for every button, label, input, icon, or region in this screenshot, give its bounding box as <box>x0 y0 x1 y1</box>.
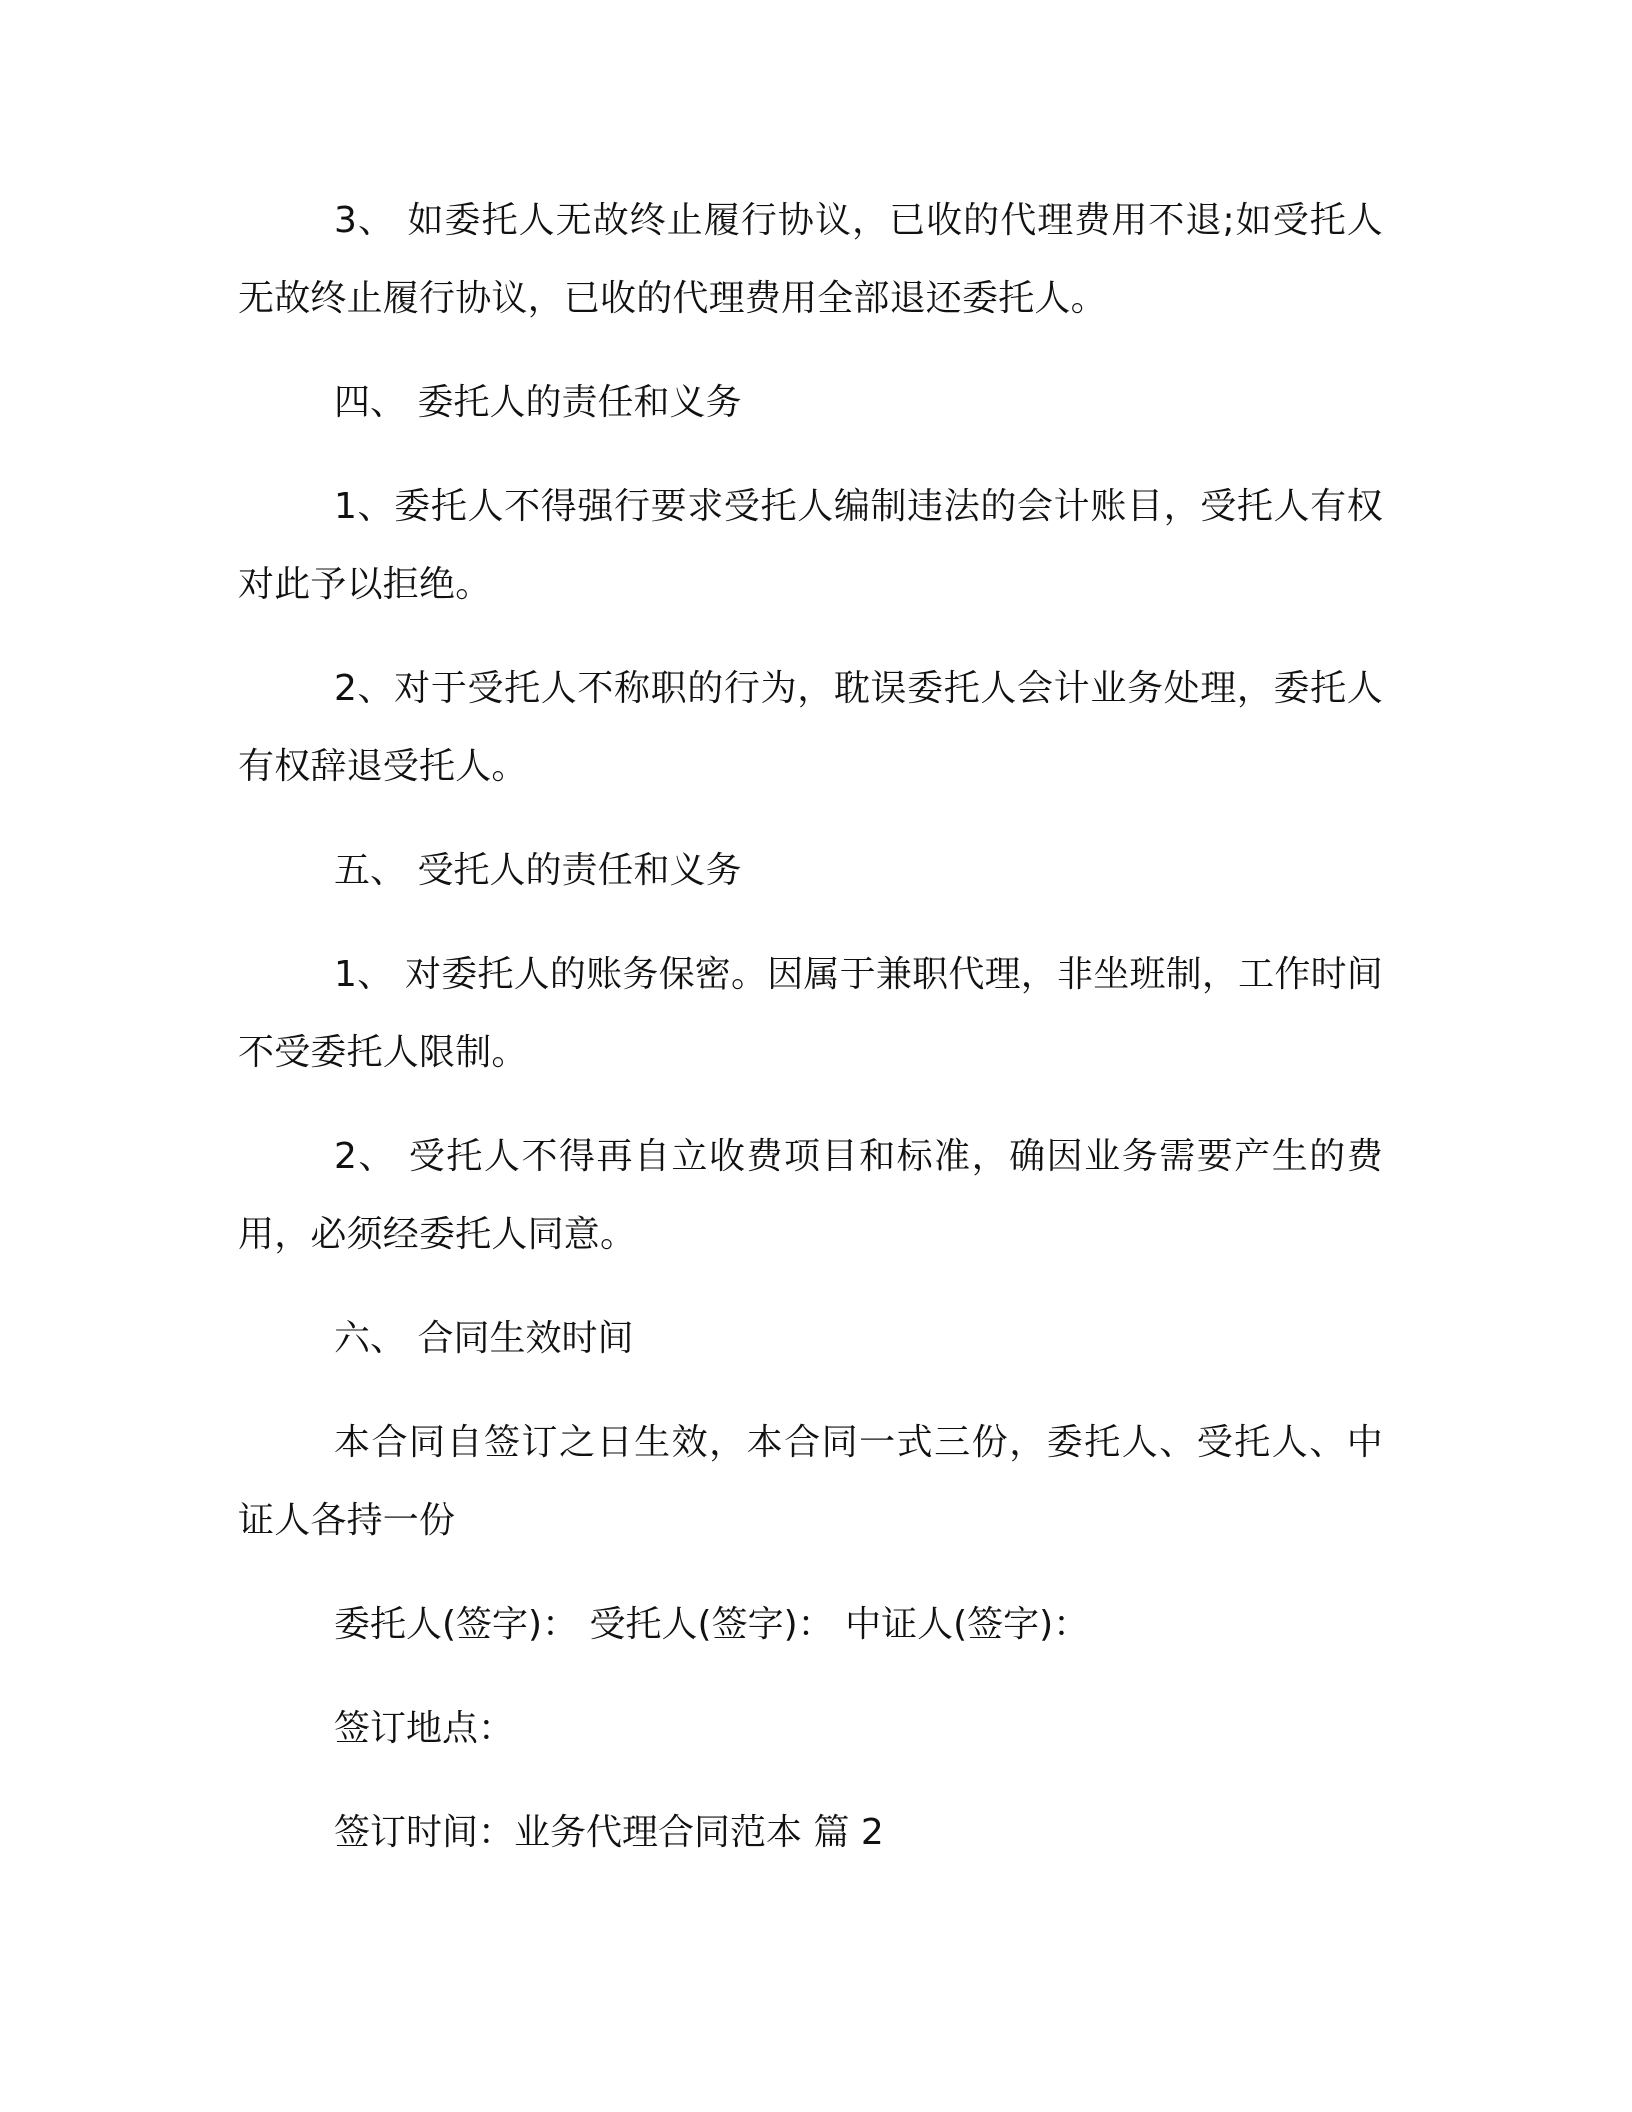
section-5-heading: 五、 受托人的责任和义务 <box>334 850 742 891</box>
section-4-clause-2: 2、对于受托人不称职的行为，耽误委托人会计业务处理，委托人有权辞退受托人。 <box>238 668 1383 787</box>
signing-place: 签订地点： <box>334 1708 515 1749</box>
document-body <box>238 182 1383 1898</box>
section-6-heading: 六、 合同生效时间 <box>334 1318 634 1359</box>
section-4-clause-1: 1、委托人不得强行要求受托人编制违法的会计账目，受托人有权对此予以拒绝。 <box>238 486 1383 605</box>
section-5-clause-2: 2、 受托人不得再自立收费项目和标准，确因业务需要产生的费用，必须经委托人同意。 <box>238 1136 1383 1255</box>
clause-3-termination: 3、 如委托人无故终止履行协议，已收的代理费用不退;如受托人无故终止履行协议，已收的代理费用全部退还委托人。 <box>238 200 1383 319</box>
section-5-clause-1: 1、 对委托人的账务保密。因属于兼职代理，非坐班制，工作时间不受委托人限制。 <box>238 954 1383 1073</box>
signature-line: 委托人(签字)： 受托人(签字)： 中证人(签字)： <box>334 1604 1090 1645</box>
signing-time: 签订时间：业务代理合同范本 篇 2 <box>334 1812 884 1853</box>
effective-clause: 本合同自签订之日生效，本合同一式三份，委托人、受托人、中证人各持一份 <box>238 1422 1383 1541</box>
section-4-heading: 四、 委托人的责任和义务 <box>334 382 742 423</box>
